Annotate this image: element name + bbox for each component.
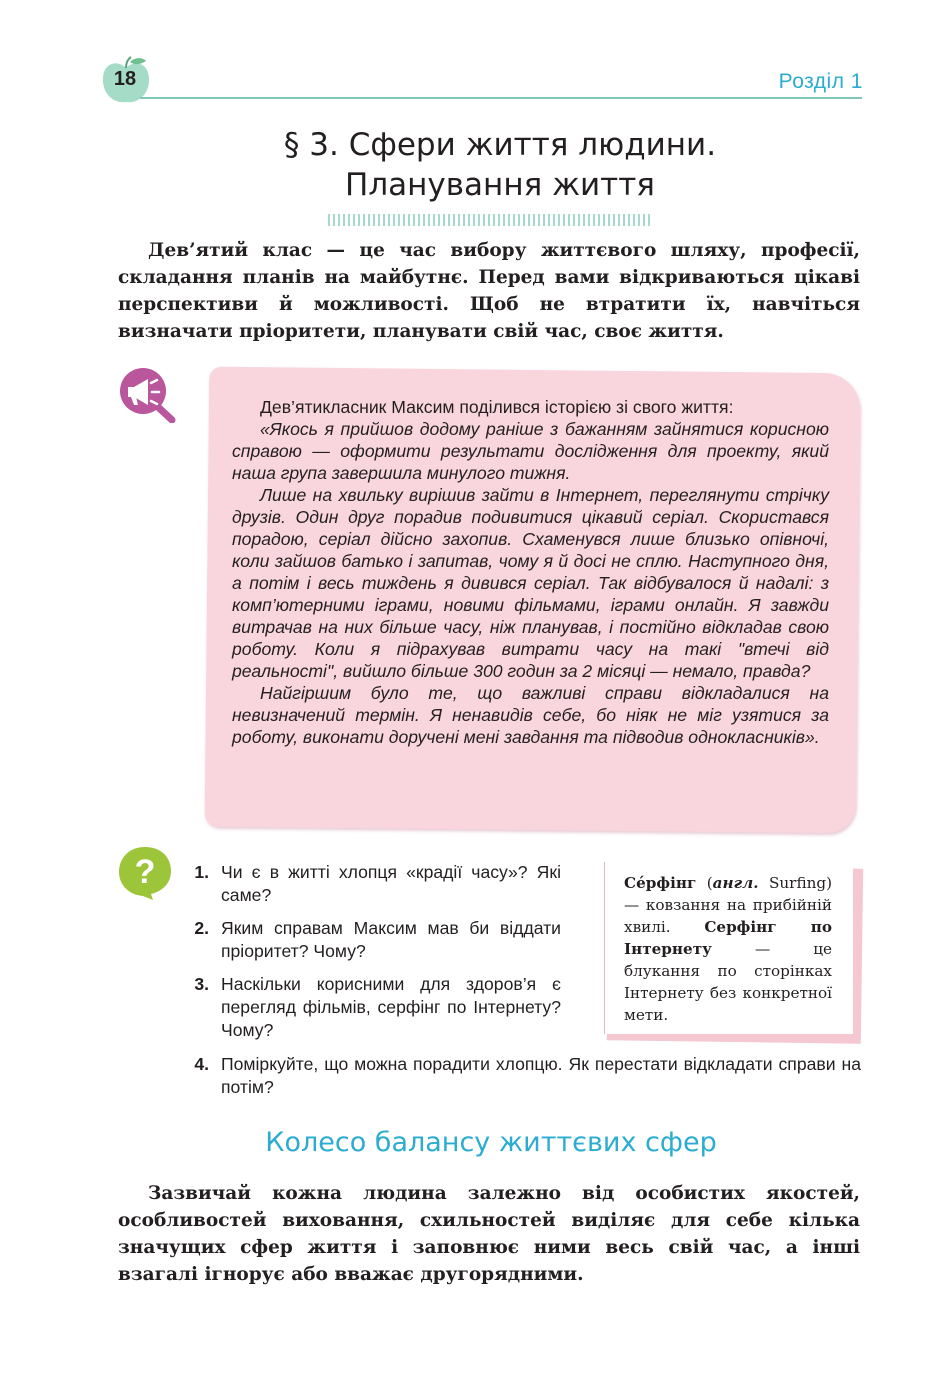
page-number: 18: [113, 68, 137, 90]
definition-term-internet-surfing: Серфінг по Інтернету: [624, 918, 833, 958]
question-text: Наскільки корисними для здоров’я є перегляд фільмів, серфінг по Інтернету? Чому?: [221, 974, 561, 1040]
story-paragraph-3: Найгіршим було те, що важливі справи відкладалися на невизначений термін. Я ненавидів себе, бо ніяк не міг узятися за роботу, виконати доручені мені завдання та підводив однокласників».: [232, 683, 829, 747]
definition-language: англ.: [712, 874, 759, 892]
question-number: 3.: [194, 974, 209, 994]
story-text: [232, 396, 829, 748]
story-paragraph-1: «Якось я прийшов додому раніше з бажанням зайнятися корисною справою — оформити результати дослідження для проекту, який наша група завершила минулого тижня.: [232, 419, 829, 483]
intro-paragraph: Дев’ятий клас — це час вибору життєвого шляху, професії, складання планів на майбутнє. Перед вами відкриваються цікаві перспективи й можливості. Щоб не втратити їх, навчіться визначати пріоритети, планувати свій час, своє життя.: [118, 240, 860, 342]
question-number: 1.: [194, 862, 209, 882]
page-title-line-1: § 3. Сфери життя людини.: [283, 127, 717, 163]
definition-term-surfing: Се́рфінг: [624, 874, 697, 892]
section-label: Розділ 1: [778, 70, 863, 93]
question-text: Чи є в житті хлопця «крадії часу»? Які саме?: [221, 862, 561, 905]
story-paragraph-2: Лише на хвильку вирішив зайти в Інтернет, переглянути стрічку друзів. Один друг порадив подивитися цікавий серіал. Скористався порадою, серіал дійсно захопив. Схаменувся лише близько опівночі, коли зайшов батько і запитав, чому я й досі не сплю. Наступного дня, а потім і весь тиждень я дивився серіал. Так відбувалося й надалі: з комп’ютерними іграми, новими фільмами, іграми онлайн. Я завжди витрачав на них більше часу, ніж планував, і постійно відкладав свою роботу. Коли я підрахував витрати часу на такі "втечі від реальності", вийшло більше 300 годин за 2 місяці — немало, правда?: [232, 485, 829, 681]
question-text: Яким справам Максим мав би віддати пріоритет? Чому?: [221, 918, 561, 961]
closing-paragraph: Зазвичай кожна людина залежно від особистих якостей, особливостей виховання, схильностей виділяє для себе кілька значущих сфер життя і заповнює ними весь свій час, а інші взагалі ігнорує або вважає другорядними.: [118, 1183, 860, 1285]
page-title-line-2: Планування життя: [345, 167, 655, 203]
title-decoration: [328, 214, 652, 226]
megaphone-search-icon: [117, 367, 179, 423]
section-subheading: Колесо балансу життєвих сфер: [265, 1127, 717, 1158]
question-bubble-icon: [117, 845, 177, 901]
definition-origin: Surfing): [769, 874, 833, 892]
question-text: Поміркуйте, що можна порадити хлопцю. Як перестати відкладати справи на потім?: [221, 1054, 861, 1097]
definition-internet-surfing-meaning: — це блукання по сторінках Інтернету без конкретної мети.: [624, 940, 832, 1024]
question-number: 4.: [194, 1054, 209, 1074]
definition-open-paren: (: [706, 874, 713, 892]
story-lead: Дев’ятикласник Максим поділився історією зі свого життя:: [260, 397, 734, 417]
svg-text:?: ?: [134, 853, 156, 891]
definition-text: [624, 872, 832, 1026]
header-divider: [140, 97, 862, 99]
question-number: 2.: [194, 918, 209, 938]
definition-surfing-meaning: — ковзання на прибійній хвилі.: [624, 896, 832, 936]
